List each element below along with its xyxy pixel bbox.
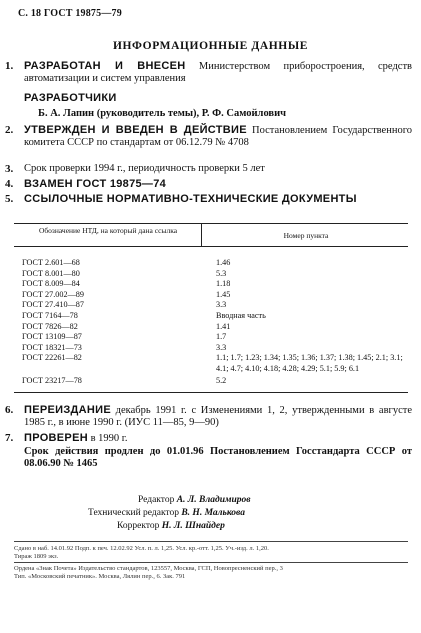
table-col2-header: Номер пункта — [283, 231, 329, 240]
table-header-divider — [201, 223, 202, 246]
running-head: С. 18 ГОСТ 19875—79 — [18, 8, 122, 19]
section-7-lead: ПРОВЕРЕН — [24, 432, 88, 444]
section-7-extra: Срок действия продлен до 01.01.96 Постановлением Госстандарта СССР от 08.06.90 № 1465 — [24, 446, 412, 469]
section-1 — [24, 60, 412, 85]
table-row-clause: Вводная часть — [216, 311, 266, 320]
section-2-number: 2. — [5, 124, 14, 136]
table-top-rule — [14, 223, 408, 224]
table-bottom-rule — [14, 392, 408, 393]
credit-corrector-name: Н. Л. Шнайдер — [161, 521, 225, 531]
credit-corrector-label: Корректор — [117, 521, 160, 531]
table-row-clause: 1.1; 1.7; 1.23; 1.34; 1.35; 1.36; 1.37; 1.38; 1.45; 2.1; 3.1; 4.1; 4.7; 4.10; 4.18; 4.28; 4.29; 5.1; 5.9; 6.1 — [216, 353, 403, 373]
section-5 — [24, 193, 412, 206]
imprint-line-1: Сдано в наб. 14.01.92 Подп. к печ. 12.02.92 Усл. п. л. 1,25. Усл. кр.-отт. 1,25. Уч.-изд. л. 1,20. — [14, 545, 269, 552]
section-7 — [24, 432, 412, 445]
section-1-number: 1. — [5, 60, 14, 72]
imprint-line-3: Ордена «Знак Почета» Издательство стандартов, 123557, Москва, ГСП, Новопресненский пер., 3 — [14, 565, 283, 572]
imprint-line-4: Тип. «Московский печатник». Москва, Лялин пер., 6. Зак. 791 — [14, 573, 186, 580]
section-4-lead: ВЗАМЕН ГОСТ 19875—74 — [24, 178, 167, 190]
developers-names: Б. А. Лапин (руководитель темы), Р. Ф. Самойлович — [38, 108, 287, 119]
table-row-doc: ГОСТ 27.002—89 — [22, 289, 84, 299]
table-row-clause: 1.45 — [216, 289, 231, 299]
section-6 — [24, 404, 412, 429]
table-row-doc: ГОСТ 7826—82 — [22, 321, 78, 331]
section-2 — [24, 124, 412, 149]
section-1-lead: РАЗРАБОТАН И ВНЕСЕН — [24, 60, 186, 72]
developers-heading: РАЗРАБОТЧИКИ — [24, 92, 117, 104]
table-row-doc: ГОСТ 2.601—68 — [22, 258, 80, 267]
credit-editor-label: Редактор — [138, 495, 175, 505]
imprint-line-2: Тираж 1809 экз. — [14, 553, 59, 560]
page-title: ИНФОРМАЦИОННЫЕ ДАННЫЕ — [112, 40, 309, 52]
table-row-clause: 5.3 — [216, 268, 227, 278]
table-row-clause: 1.41 — [216, 321, 231, 331]
imprint-rule — [14, 541, 408, 542]
credit-tech-editor — [88, 507, 245, 519]
table-header-rule — [14, 246, 408, 247]
table-row-clause: 1.46 — [216, 258, 231, 267]
section-6-text: декабрь 1991 г. с Изменениями 1, 2, утвержденными в августе 1985 г., в июне 1990 г. (ИУС 11—85, 9—90) — [24, 405, 412, 428]
credit-editor — [138, 494, 251, 506]
credit-corrector — [117, 520, 225, 532]
table-row-doc: ГОСТ 8.009—84 — [22, 279, 80, 289]
section-7-text: в 1990 г. — [87, 433, 128, 444]
table-row-clause: 5.2 — [216, 376, 227, 385]
credit-tech-label: Технический редактор — [88, 508, 179, 518]
section-2-text: Постановлением Государственного комитета СССР по стандартам от 06.12.79 № 4708 — [24, 125, 412, 148]
section-1-text: Министерством приборостроения, средств автоматизации и систем управления — [24, 61, 412, 84]
table-row-clause: 3.3 — [216, 300, 227, 310]
table-col1-header: Обозначение НТД, на который дана ссылка — [38, 226, 178, 235]
section-5-lead: ССЫЛОЧНЫЕ НОРМАТИВНО-ТЕХНИЧЕСКИЕ ДОКУМЕНТЫ — [24, 193, 357, 205]
section-3-text: Срок проверки 1994 г., периодичность проверки 5 лет — [24, 163, 265, 174]
section-4 — [24, 178, 412, 191]
table-row-doc: ГОСТ 8.001—80 — [22, 268, 80, 278]
section-4-number: 4. — [5, 178, 14, 190]
section-2-lead: УТВЕРЖДЕН И ВВЕДЕН В ДЕЙСТВИЕ — [24, 124, 247, 136]
table-row-doc: ГОСТ 23217—78 — [22, 376, 82, 385]
table-row-doc: ГОСТ 7164—78 — [22, 311, 78, 320]
table-row-doc: ГОСТ 22261—82 — [22, 353, 82, 363]
section-3-number: 3. — [5, 163, 14, 175]
credit-editor-name: А. Л. Владимиров — [176, 495, 251, 505]
table-row-clause: 1.7 — [216, 332, 227, 342]
section-7-number: 7. — [5, 432, 14, 444]
table-row-clause: 3.3 — [216, 342, 227, 352]
section-6-number: 6. — [5, 404, 14, 416]
section-5-number: 5. — [5, 193, 14, 205]
table-row-clause: 1.18 — [216, 279, 231, 289]
credit-tech-name: В. Н. Малькова — [181, 508, 245, 518]
section-6-lead: ПЕРЕИЗДАНИЕ — [24, 404, 111, 416]
imprint-rule-2 — [14, 562, 408, 563]
table-row-doc: ГОСТ 13109—87 — [22, 332, 82, 342]
table-row-doc: ГОСТ 27.410—87 — [22, 300, 84, 310]
table-row-doc: ГОСТ 18321—73 — [22, 342, 82, 352]
